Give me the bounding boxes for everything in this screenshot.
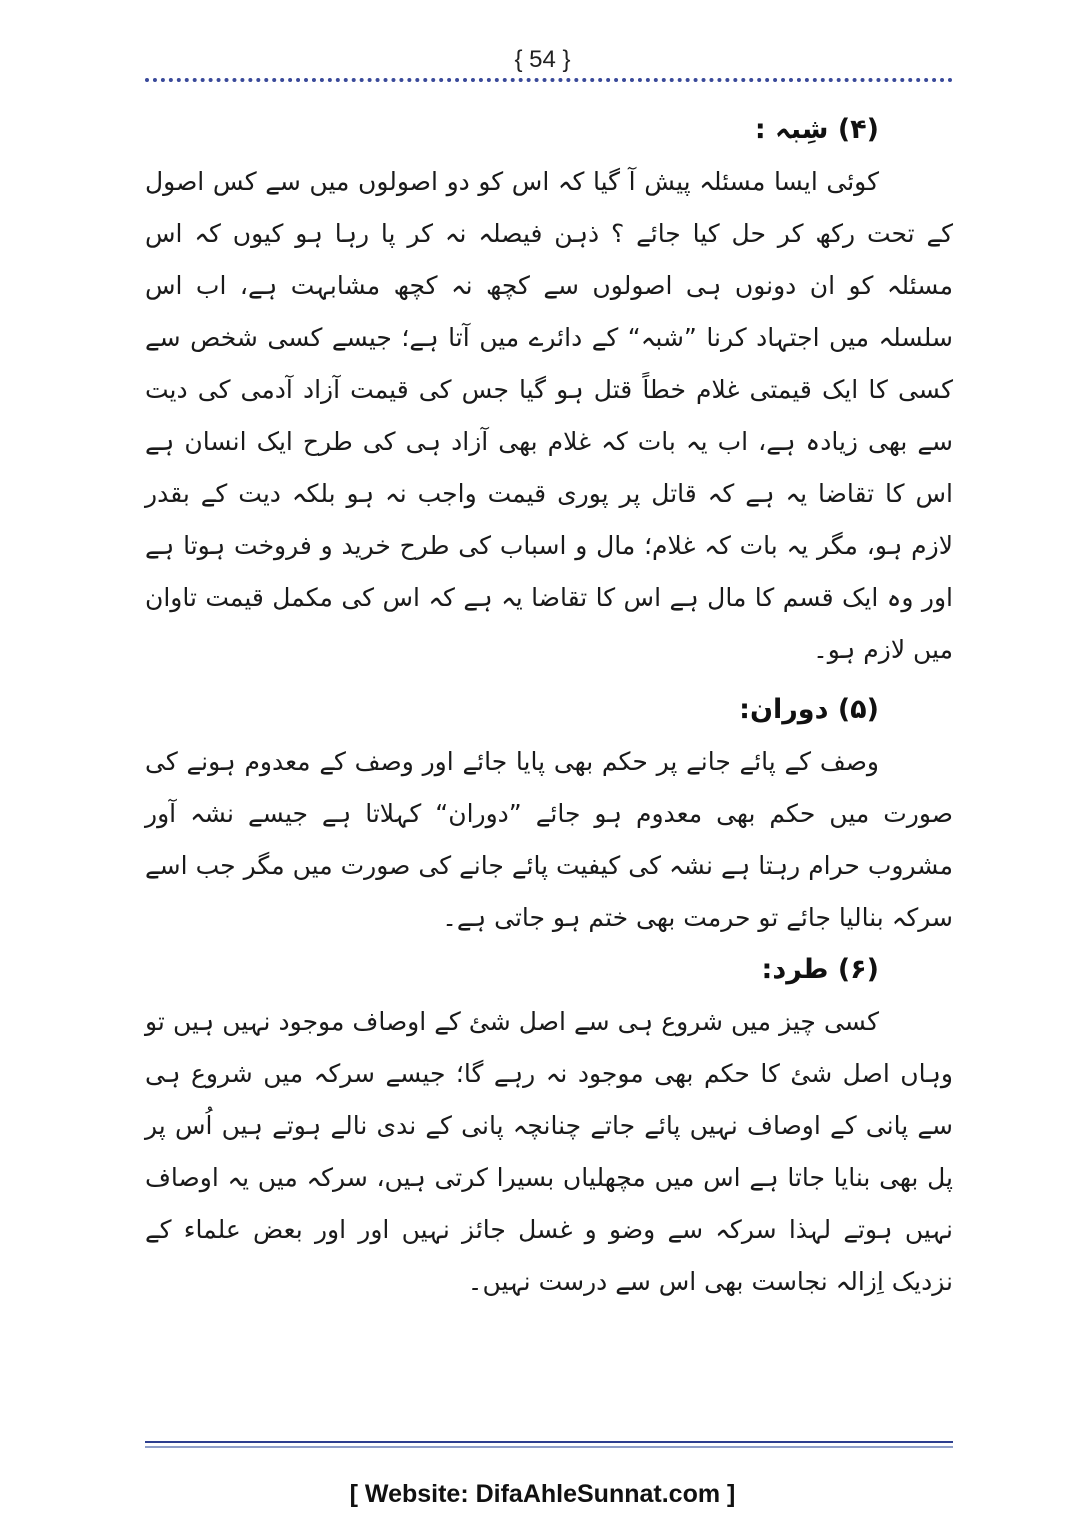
footer-website: [ Website: DifaAhleSunnat.com ] [349, 1480, 736, 1508]
page-number: { 54 } [514, 46, 571, 73]
section-heading-dauran: (۵) دوران: [739, 694, 879, 725]
paragraph-tard: کسی چیز میں شروع ہی سے اصل شئ کے اوصاف موجود نہیں ہیں تو وہاں اصل شئ کا حکم بھی موجود نہ رہے گا؛ جیسے سرکہ میں شروع ہی سے پانی کے اوصاف نہیں پائے جاتے چنانچہ پانی کے ندی نالے ہوتے ہیں اُس پر پل بھی بنایا جاتا ہے اس میں مچھلیاں بسیرا کرتی ہیں، سرکہ میں یہ اوصاف نہیں ہوتے لہذا سرکہ سے وضو و غسل جائز نہیں اور اور بعض علماء کے نزدیک اِزالہ نجاست بھی اس سے درست نہیں۔ [145, 1007, 953, 1296]
paragraph-shibh: کوئی ایسا مسئلہ پیش آ گیا کہ اس کو دو اصولوں میں سے کس اصول کے تحت رکھ کر حل کیا جائے ؟ ذہن فیصلہ نہ کر پا رہا ہو کیوں کہ اس مسئلہ کو ان دونوں ہی اصولوں سے کچھ نہ کچھ مشابہت ہے، اب اس سلسلہ میں اجتہاد کرنا ”شبہ“ کے دائرے میں آتا ہے؛ جیسے کسی شخص سے کسی کا ایک قیمتی غلام خطاً قتل ہو گیا جس کی قیمت آزاد آدمی کی دیت سے بھی زیادہ ہے، اب یہ بات کہ غلام بھی آزاد ہی کی طرح ایک انسان ہے اس کا تقاضا یہ ہے کہ قاتل پر پوری قیمت واجب نہ ہو بلکہ دیت کے بقدر لازم ہو، مگر یہ بات کہ غلام؛ مال و اسباب کی طرح خرید و فروخت ہوتا ہے اور وہ ایک قسم کا مال ہے اس کا تقاضا یہ ہے کہ اس کی مکمل قیمت تاوان میں لازم ہو۔ [145, 167, 953, 664]
header-dotted-divider [145, 78, 953, 82]
section-heading-shibh: (۴) شِبہ : [754, 114, 879, 145]
page-content [145, 104, 953, 1308]
paragraph-dauran: وصف کے پائے جانے پر حکم بھی پایا جائے اور وصف کے معدوم ہونے کی صورت میں حکم بھی معدوم ہو جائے ”دوران“ کہلاتا ہے جیسے نشہ آور مشروب حرام رہتا ہے نشہ کی کیفیت پائے جانے کی صورت میں مگر جب اسے سرکہ بنالیا جائے تو حرمت بھی ختم ہو جاتی ہے۔ [145, 747, 953, 932]
footer-divider-top [145, 1441, 953, 1443]
section-heading-tard: (۶) طرد: [761, 954, 879, 985]
footer-divider-bottom [145, 1446, 953, 1448]
